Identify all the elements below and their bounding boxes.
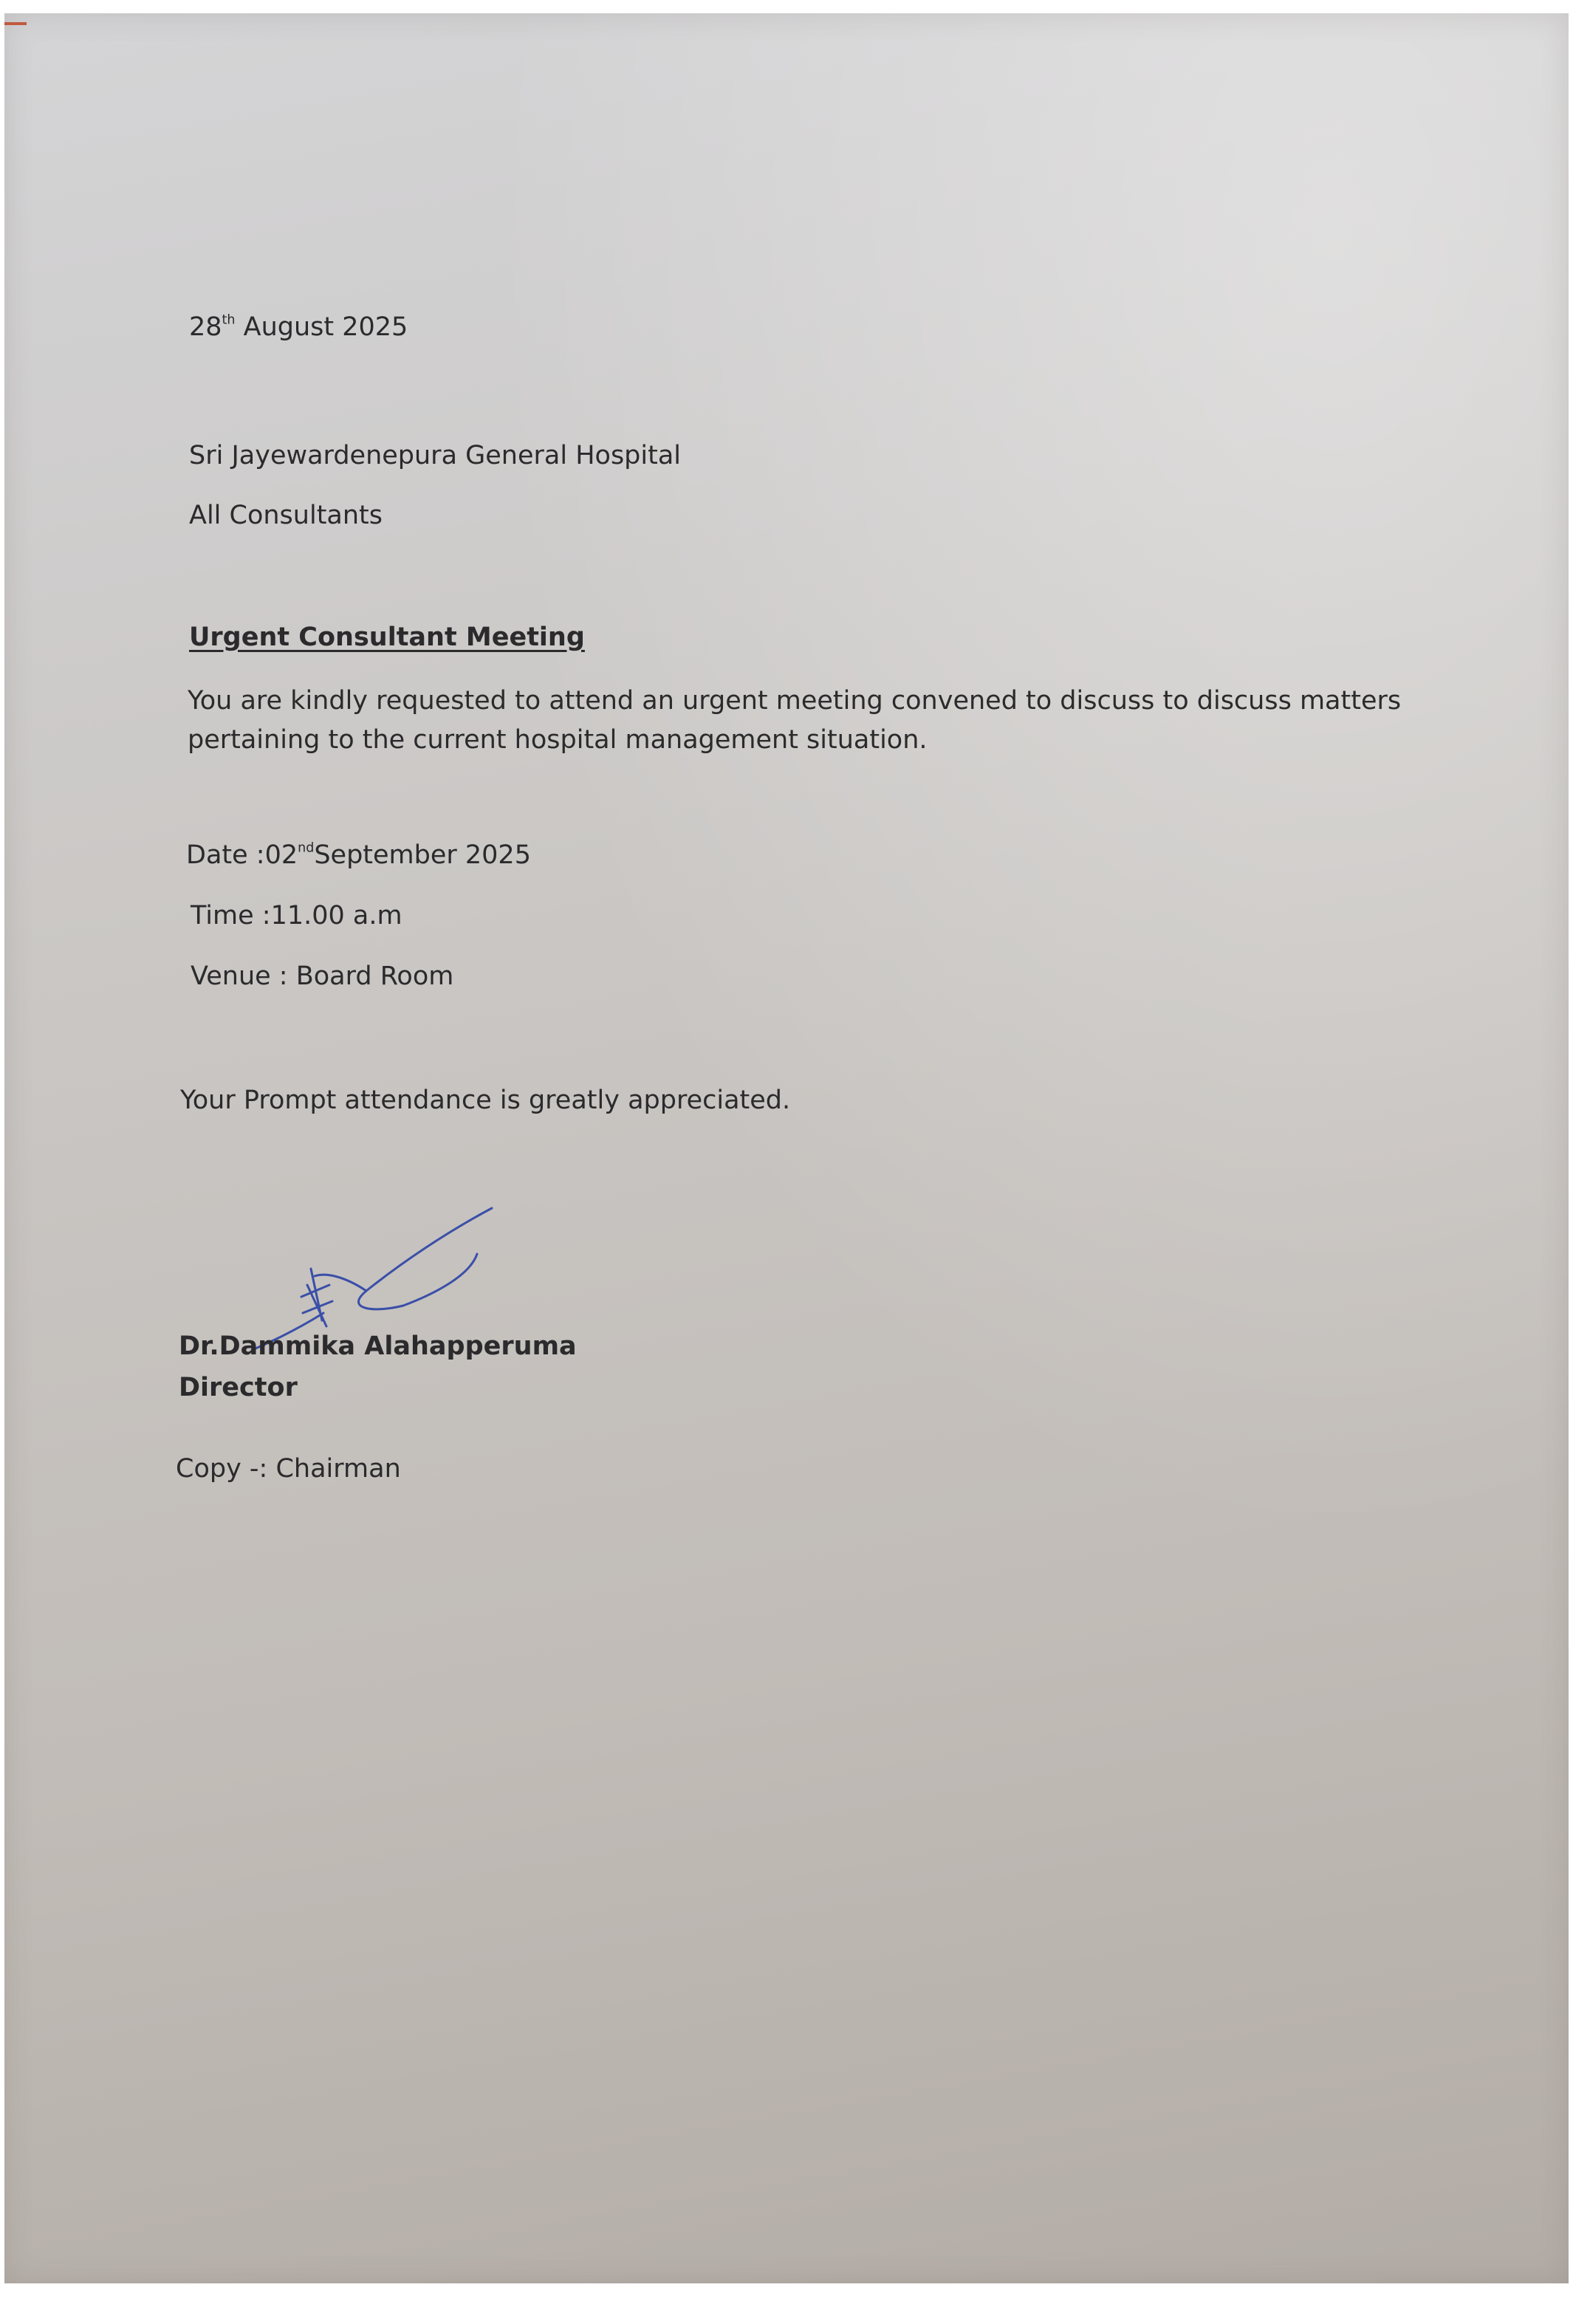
letter-body: You are kindly requested to attend an urgent meeting convened to discuss to discuss matters pertaining to the current hospital management situation. bbox=[188, 686, 1402, 755]
signatory-name: Dr.Dammika Alahapperuma bbox=[179, 1331, 577, 1361]
recipient-organization: Sri Jayewardenepura General Hospital bbox=[189, 441, 682, 470]
closing-line: Your Prompt attendance is greatly appreciated. bbox=[180, 1086, 791, 1115]
letter-date: 28th August 2025 bbox=[189, 312, 408, 342]
page-edge-mark bbox=[4, 22, 27, 25]
meeting-time: Time :11.00 a.m bbox=[191, 901, 402, 930]
letter-subject: Urgent Consultant Meeting bbox=[189, 623, 585, 652]
meeting-date: Date :02ndSeptember 2025 bbox=[186, 840, 531, 870]
signatory-title: Director bbox=[179, 1373, 298, 1402]
letter-page bbox=[4, 13, 1569, 2283]
recipient-group: All Consultants bbox=[189, 501, 383, 530]
meeting-venue: Venue : Board Room bbox=[191, 962, 454, 991]
copy-line: Copy -: Chairman bbox=[176, 1454, 401, 1484]
